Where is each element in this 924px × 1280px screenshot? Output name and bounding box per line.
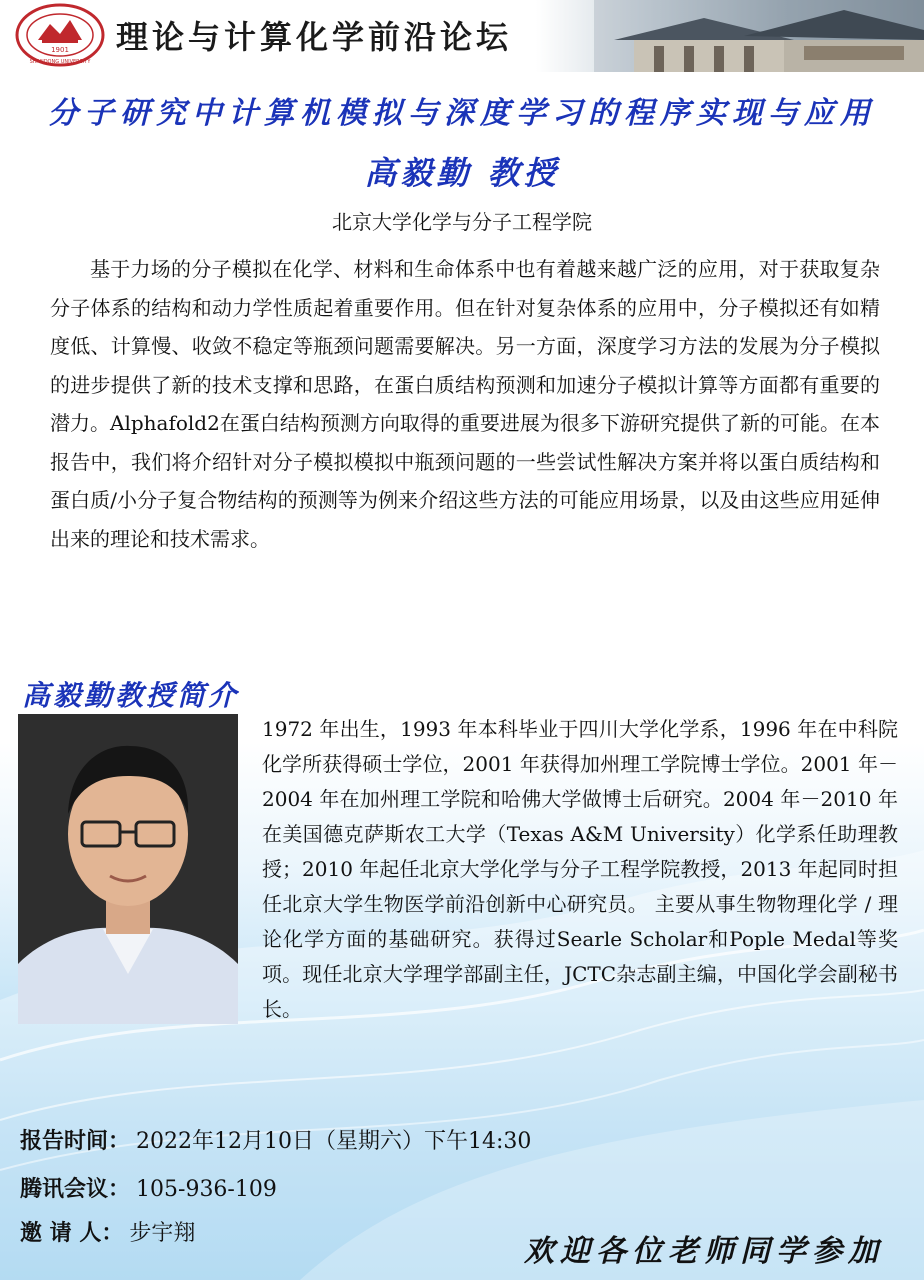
meeting-id-row	[20, 1172, 277, 1203]
forum-title: 理论与计算化学前沿论坛	[116, 18, 513, 56]
meeting-id-label: 腾讯会议：	[20, 1177, 131, 1202]
campus-building-image	[594, 0, 924, 72]
talk-time-row	[20, 1124, 531, 1155]
bio-heading: 高毅勤教授简介	[22, 679, 240, 712]
speaker-photo	[18, 714, 238, 1024]
talk-time-value: 2022年12月10日（星期六）下午14:30	[136, 1129, 532, 1154]
speaker-name: 高毅勤 教授	[364, 154, 560, 192]
portrait-illustration	[18, 714, 238, 1024]
host-label: 邀 请 人：	[20, 1221, 124, 1246]
speaker-affiliation: 北京大学化学与分子工程学院	[332, 210, 592, 234]
meeting-id-value: 105-936-109	[136, 1177, 277, 1202]
talk-time-label: 报告时间：	[20, 1129, 131, 1154]
university-logo	[14, 2, 106, 68]
talk-abstract: 基于力场的分子模拟在化学、材料和生命体系中也有着越来越广泛的应用，对于获取复杂分子体系的结构和动力学性质起着重要作用。但在针对复杂体系的应用中，分子模拟还有如精度低、计算慢、收敛不稳定等瓶颈问题需要解决。另一方面，深度学习方法的发展为分子模拟的进步提供了新的技术支撑和思路，在蛋白质结构预测和加速分子模拟计算等方面都有重要的潜力。Alphafold2在蛋白结构预测方向取得的重要进展为很多下游研究提供了新的可能。在本报告中，我们将介绍针对分子模拟模拟中瓶颈问题的一些尝试性解决方案并将以蛋白质结构和蛋白质/小分子复合物结构的预测等为例来介绍这些方法的可能应用场景，以及由这些应用延伸出来的理论和技术需求。	[50, 257, 880, 551]
talk-title: 分子研究中计算机模拟与深度学习的程序实现与应用	[48, 96, 876, 131]
logo-year: 1901	[51, 46, 69, 54]
header-banner	[0, 0, 924, 72]
host-value: 步宇翔	[129, 1221, 196, 1246]
welcome-message: 欢迎各位老师同学参加	[524, 1234, 884, 1269]
bio-text: 1972 年出生，1993 年本科毕业于四川大学化学系，1996 年在中科院化学所获得硕士学位，2001 年获得加州理工学院博士学位。2001 年－2004 年在加州理工学院和哈佛大学做博士后研究。2004 年－2010 年在美国德克萨斯农工大学（Texas A&M University）化学系任助理教授；2010 年起任北京大学化学与分子工程学院教授，2013 年起同时担任北京大学生物医学前沿创新中心研究员。 主要从事生物物理化学 / 理论化学方面的基础研究。获得过Searle Scholar和Pople Medal等奖项。现任北京大学理学部副主任，JCTC杂志副主编，中国化学会副秘书长。	[262, 717, 898, 1021]
host-row	[20, 1216, 195, 1247]
logo-university-name: SHANDONG UNIVERSITY	[29, 59, 91, 65]
